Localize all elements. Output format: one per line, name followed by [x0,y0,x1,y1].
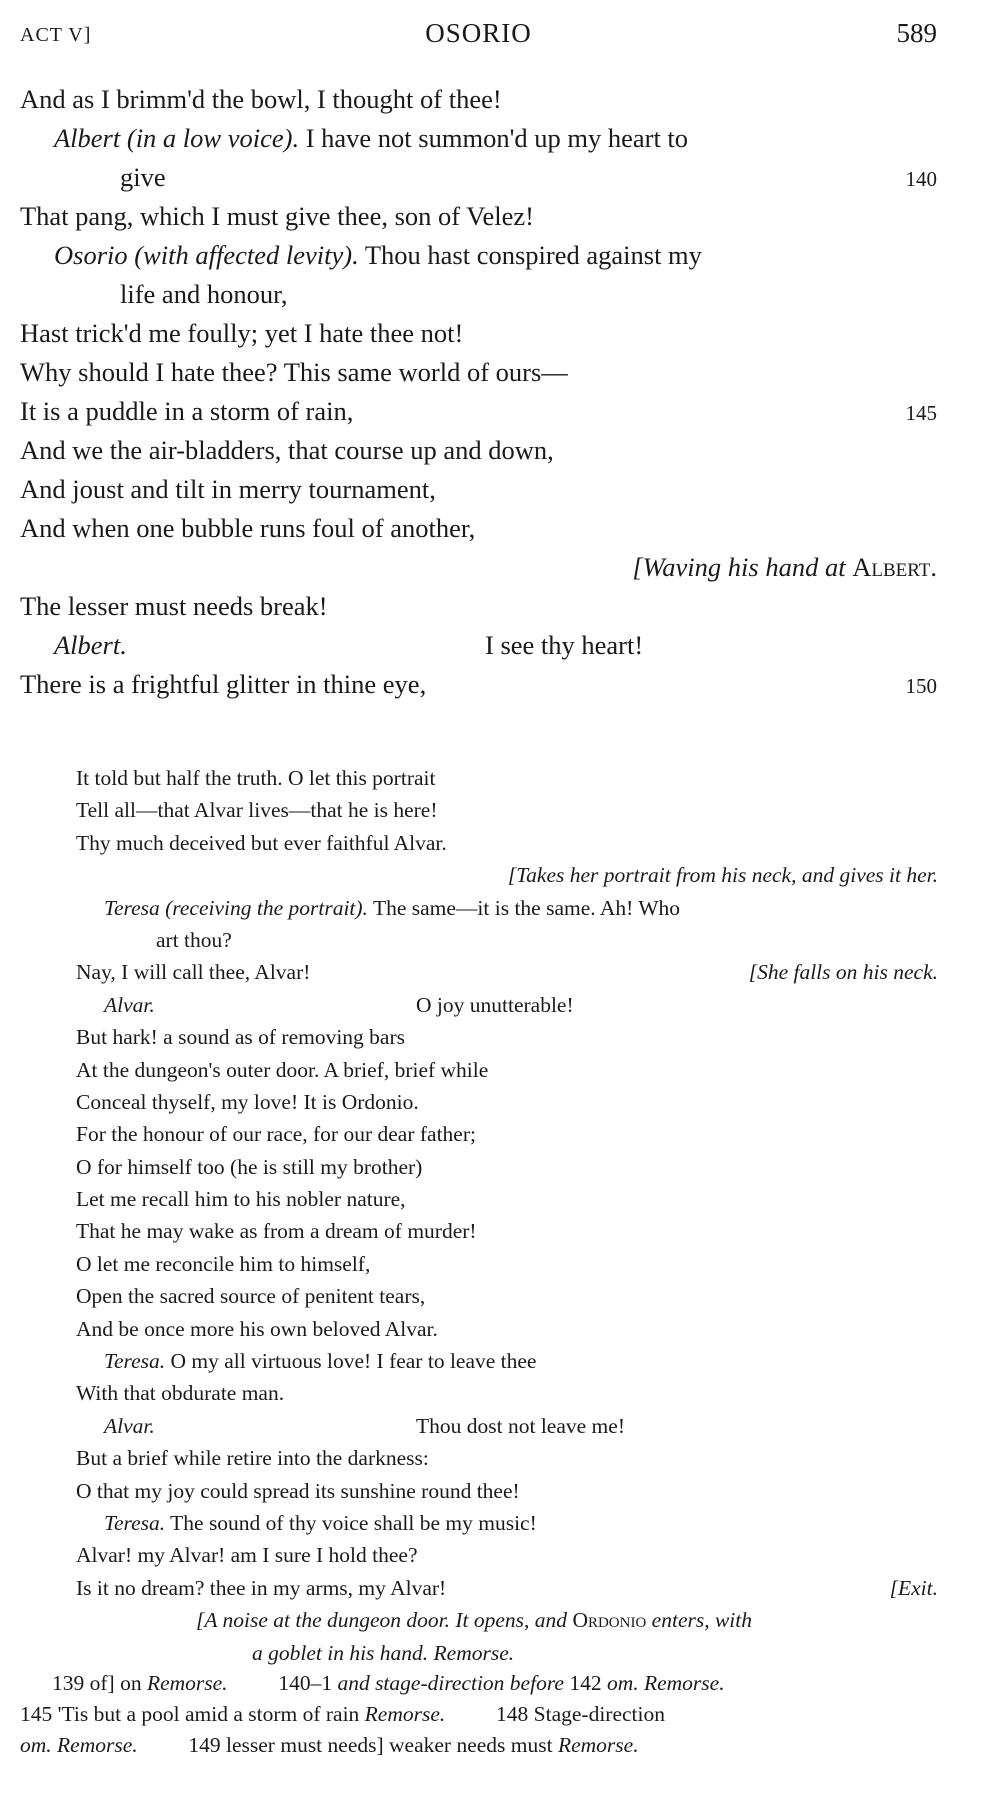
quote-line: It told but half the truth. O let this portrait [76,766,436,790]
verse-text: Nay, I will call thee, Alvar! [76,960,311,985]
verse-text: give [120,162,166,192]
act-marker: ACT V] [20,24,92,46]
verse-line [20,626,937,665]
stage-direction: [Exit. [889,1575,938,1600]
quote-line [76,1345,938,1377]
footnote-text: on [120,1671,142,1695]
verse-line: That pang, which I must give thee, son of Velez! [20,201,534,231]
quote-line [76,859,938,891]
stage-direction: [Takes her portrait from his neck, and gives it her. [507,863,938,888]
verse-text: Is it no dream? thee in my arms, my Alvar! [76,1575,447,1600]
stage-direction: (in a low voice). [126,123,300,153]
verse-text: There is a frightful glitter in thine eye, [20,669,427,699]
quote-line: O that my joy could spread its sunshine round thee! [76,1478,520,1503]
stage-direction-line: a goblet in his hand. Remorse. [252,1640,515,1665]
speaker-name: Alvar. [104,1413,155,1438]
verse-line: And when one bubble runs foul of another, [20,513,476,543]
quote-line: O for himself too (he is still my brother) [76,1154,423,1179]
character-name: Albert. [852,552,937,582]
footnote-line [20,1730,937,1761]
footnote-text: and stage-direction before [337,1671,564,1695]
verse-text: Thou hast conspired against my [364,240,702,270]
quote-line: With that obdurate man. [76,1381,285,1406]
footnote-source: om. Remorse. [606,1671,725,1695]
verse-line [20,119,937,158]
footnote-ref: 148 Stage-direction [496,1702,665,1726]
line-number: 150 [905,674,937,698]
quote-line [76,1410,938,1442]
speaker-name: Osorio [54,240,128,270]
page-number: 589 [896,18,937,48]
verse-line: And joust and tilt in merry tournament, [20,474,436,504]
footnote-source: Remorse. [146,1671,228,1695]
stage-direction: [A noise at the dungeon door. It opens, and [196,1608,568,1633]
speaker-name: Alvar. [104,992,155,1017]
character-name: Ordonio [572,1608,647,1633]
speaker-name: Teresa. [104,1349,166,1374]
quote-line: For the honour of our race, for our dear father; [76,1122,476,1147]
stage-direction: [She falls on his neck. [748,960,938,985]
stage-direction-line [20,548,937,587]
running-header [20,18,937,58]
quote-line: Conceal thyself, my love! It is Ordonio. [76,1089,419,1114]
verse-text: The sound of thy voice shall be my music! [170,1510,537,1535]
quote-line [76,1572,938,1604]
stage-direction: [Waving his hand at [632,552,846,582]
footnote-ref: 139 of] [52,1671,115,1695]
footnote-ref: 140–1 [278,1671,333,1695]
quote-line: But hark! a sound as of removing bars [76,1025,405,1050]
quote-line: That he may wake as from a dream of murder! [76,1219,477,1244]
verse-text: O joy unutterable! [416,992,574,1017]
quote-line: At the dungeon's outer door. A brief, brief while [76,1057,489,1082]
speaker-name: Teresa. [104,1510,166,1535]
stage-direction: enters, with [651,1608,753,1633]
quote-line: Alvar! my Alvar! am I sure I hold thee? [76,1543,418,1568]
footnote-text: 149 lesser must needs] weaker needs must [188,1733,553,1757]
speaker-name: Teresa (receiving the portrait). [104,895,368,920]
footnote-source: Remorse. [557,1733,639,1757]
footnote-text: 145 'Tis but a pool amid a storm of rain [20,1702,360,1726]
quote-line: Tell all—that Alvar lives—that he is here! [76,798,438,823]
verse-line: And as I brimm'd the bowl, I thought of thee! [20,84,502,114]
quoted-passage [76,762,938,1669]
verse-text: The same—it is the same. Ah! Who [372,895,681,920]
footnote-source: om. Remorse. [20,1733,138,1757]
footnote-line [20,1699,937,1730]
verse-text: I see thy heart! [485,630,644,660]
quote-line [76,892,938,924]
quote-line: art thou? [156,927,232,952]
verse-text: I have not summon'd up my heart to [305,123,689,153]
footnote-line [20,1668,937,1699]
verse-line: Hast trick'd me foully; yet I hate thee not! [20,318,464,348]
stage-direction: (with affected levity). [134,240,359,270]
quote-line: O let me reconcile him to himself, [76,1251,371,1276]
verse-line: And we the air-bladders, that course up and down, [20,435,554,465]
speaker-name: Albert. [54,630,127,660]
quote-line: But a brief while retire into the darkness: [76,1446,429,1471]
quote-line [76,1507,938,1539]
verse-line [20,158,937,197]
verse-line: The lesser must needs break! [20,591,328,621]
quote-line: Let me recall him to his nobler nature, [76,1187,406,1212]
verse-text: It is a puddle in a storm of rain, [20,396,354,426]
page-title: OSORIO [425,18,532,48]
verse-line: Why should I hate thee? This same world of ours— [20,357,568,387]
quote-line [76,989,938,1021]
verse-line [20,665,937,704]
quote-line: Thy much deceived but ever faithful Alvar. [76,830,447,855]
verse-text: Thou dost not leave me! [416,1413,625,1438]
quote-line: And be once more his own beloved Alvar. [76,1316,438,1341]
speaker-name: Albert [54,123,121,153]
stage-direction-line [76,1604,938,1636]
footnote-ref: 142 [569,1671,602,1695]
footnotes [20,1668,937,1761]
quote-line: Open the sacred source of penitent tears, [76,1284,426,1309]
line-number: 145 [905,401,937,425]
verse-line [20,236,937,275]
verse-line [20,392,937,431]
quote-line [76,956,938,988]
verse-line: life and honour, [120,279,288,309]
footnote-source: Remorse. [364,1702,446,1726]
verse-text: O my all virtuous love! I fear to leave thee [170,1349,537,1374]
line-number: 140 [905,167,937,191]
verse-block [20,80,937,704]
